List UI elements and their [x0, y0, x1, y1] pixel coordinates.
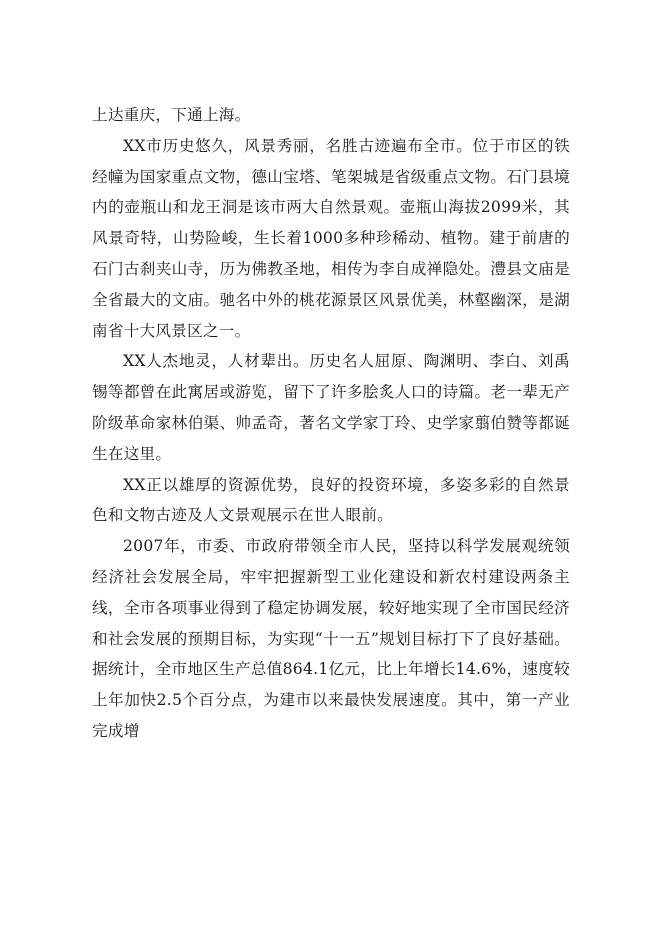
- paragraph-1: 上达重庆，下通上海。: [92, 106, 251, 124]
- paragraph-4: XX正以雄厚的资源优势，良好的投资环境，多姿多彩的自然景色和文物古迹及人文景观展示在世人眼前。: [92, 475, 570, 525]
- paragraph-2: XX市历史悠久，风景秀丽，名胜古迹遍布全市。位于市区的铁经幢为国家重点文物，德山宝塔、笔架城是省级重点文物。石门县境内的壶瓶山和龙王洞是该市两大自然景观。壶瓶山海拔2099米，其风景奇特，山势险峻，生长着1000多种珍稀动、植物。建于前唐的石门古刹夹山寺，历为佛教圣地，相传为李自成禅隐处。澧县文庙是全省最大的文庙。驰名中外的桃花源景区风景优美，林壑幽深，是湖南省十大风景区之一。: [92, 136, 570, 340]
- paragraph-5: 2007年，市委、市政府带领全市人民，坚持以科学发展观统领经济社会发展全局，牢牢把握新型工业化建设和新农村建设两条主线，全市各项事业得到了稳定协调发展，较好地实现了全市国民经济和社会发展的预期目标，为实现“十一五”规划目标打下了良好基础。据统计，全市地区生产总值864.1亿元，比上年增长14.6%，速度较上年加快2.5个百分点，为建市以来最快发展速度。其中，第一产业完成增: [92, 537, 570, 740]
- document-body: [92, 100, 570, 747]
- paragraph-3: XX人杰地灵，人材辈出。历史名人屈原、陶渊明、李白、刘禹锡等都曾在此寓居或游览，留下了许多脍炙人口的诗篇。老一辈无产阶级革命家林伯渠、帅孟奇，著名文学家丁玲、史学家翦伯赞等都诞生在这里。: [92, 352, 570, 463]
